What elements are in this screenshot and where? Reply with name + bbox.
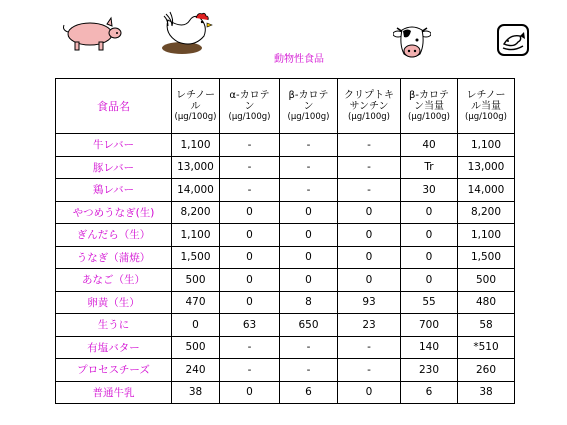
table-row (56, 156, 515, 179)
value-cell: - (338, 156, 401, 179)
table-row (56, 336, 515, 359)
value-cell: - (280, 336, 338, 359)
column-header-line: ン (244, 100, 255, 112)
value-cell: - (220, 359, 280, 382)
value-cell: 0 (220, 291, 280, 314)
value-cell: 700 (401, 314, 458, 337)
value-cell: - (220, 134, 280, 157)
value-cell: - (220, 336, 280, 359)
value-cell: 0 (280, 269, 338, 292)
column-header-line: サンチン (349, 100, 389, 112)
table-row (56, 224, 515, 247)
value-cell: 93 (338, 291, 401, 314)
value-cell: 6 (280, 381, 338, 404)
value-cell: 40 (401, 134, 458, 157)
food-name-cell: やつめうなぎ(生) (56, 201, 172, 224)
column-header-line: α-カロテ (229, 89, 270, 101)
value-cell: 0 (338, 201, 401, 224)
pig-icon (55, 16, 125, 52)
value-cell: - (220, 156, 280, 179)
column-header-unit: (μg/100g) (348, 111, 390, 122)
value-cell: 0 (401, 224, 458, 247)
value-cell: 30 (401, 179, 458, 202)
value-cell: 23 (338, 314, 401, 337)
value-cell: 58 (458, 314, 515, 337)
food-name-cell: 鶏レバー (56, 179, 172, 202)
value-cell: 1,100 (458, 224, 515, 247)
table-row (56, 314, 515, 337)
food-name-cell: うなぎ（蒲焼） (56, 246, 172, 269)
value-cell: 0 (338, 224, 401, 247)
value-cell: 14,000 (172, 179, 220, 202)
value-cell: Tr (401, 156, 458, 179)
value-cell: - (338, 134, 401, 157)
value-cell: 0 (401, 201, 458, 224)
value-cell: 63 (220, 314, 280, 337)
value-cell: - (338, 179, 401, 202)
value-cell: *510 (458, 336, 515, 359)
value-cell: 0 (338, 381, 401, 404)
value-cell: 0 (220, 246, 280, 269)
column-header-unit: (μg/100g) (174, 111, 217, 122)
value-cell: 8 (280, 291, 338, 314)
value-cell: 1,500 (458, 246, 515, 269)
column-header-line: クリプトキ (344, 89, 394, 101)
column-header-unit: (μg/100g) (465, 111, 507, 122)
cow-icon (393, 22, 431, 62)
table-row (56, 134, 515, 157)
table-header-row (56, 79, 515, 134)
column-header (458, 79, 515, 134)
value-cell: 1,500 (172, 246, 220, 269)
column-header (172, 79, 220, 134)
value-cell: 0 (280, 224, 338, 247)
value-cell: 13,000 (458, 156, 515, 179)
value-cell: 480 (458, 291, 515, 314)
value-cell: 38 (172, 381, 220, 404)
value-cell: 1,100 (172, 134, 220, 157)
value-cell: 55 (401, 291, 458, 314)
value-cell: 0 (401, 269, 458, 292)
value-cell: 0 (220, 269, 280, 292)
food-name-cell: ぎんだら（生） (56, 224, 172, 247)
column-header-line: β-カロテ (288, 89, 329, 101)
food-name-cell: 豚レバー (56, 156, 172, 179)
page-title: 動物性食品 (274, 54, 324, 65)
food-name-cell: 普通牛乳 (56, 381, 172, 404)
value-cell: - (280, 134, 338, 157)
table-row (56, 179, 515, 202)
food-name-cell: あなご（生） (56, 269, 172, 292)
value-cell: 140 (401, 336, 458, 359)
value-cell: 500 (172, 269, 220, 292)
column-header (401, 79, 458, 134)
value-cell: 230 (401, 359, 458, 382)
value-cell: - (338, 336, 401, 359)
value-cell: 0 (338, 269, 401, 292)
value-cell: 0 (280, 201, 338, 224)
value-cell: 0 (220, 224, 280, 247)
column-header (280, 79, 338, 134)
column-header-line: ン当量 (414, 100, 444, 112)
table-row (56, 269, 515, 292)
food-name-cell: プロセスチーズ (56, 359, 172, 382)
food-name-cell: 牛レバー (56, 134, 172, 157)
table-row (56, 381, 515, 404)
value-cell: - (280, 156, 338, 179)
value-cell: 38 (458, 381, 515, 404)
food-name-cell: 有塩バター (56, 336, 172, 359)
value-cell: 8,200 (172, 201, 220, 224)
value-cell: 1,100 (458, 134, 515, 157)
value-cell: 13,000 (172, 156, 220, 179)
table-row (56, 246, 515, 269)
column-header-food-name: 食品名 (56, 79, 172, 134)
value-cell: 650 (280, 314, 338, 337)
value-cell: - (220, 179, 280, 202)
table-row (56, 201, 515, 224)
column-header-line: ル (190, 100, 201, 112)
food-table (55, 78, 515, 404)
value-cell: 470 (172, 291, 220, 314)
column-header-line: ル当量 (471, 100, 501, 112)
value-cell: 0 (172, 314, 220, 337)
column-header-line: レチノー (466, 89, 506, 101)
value-cell: 260 (458, 359, 515, 382)
value-cell: - (280, 179, 338, 202)
value-cell: 240 (172, 359, 220, 382)
header (0, 0, 567, 70)
value-cell: 0 (220, 201, 280, 224)
value-cell: 0 (280, 246, 338, 269)
value-cell: 0 (220, 381, 280, 404)
value-cell: - (280, 359, 338, 382)
value-cell: - (338, 359, 401, 382)
value-cell: 500 (172, 336, 220, 359)
column-header-line: β-カロテ (409, 89, 449, 101)
column-header-unit: (μg/100g) (408, 111, 450, 122)
column-header-line: レチノー (176, 89, 215, 101)
value-cell: 6 (401, 381, 458, 404)
column-header (338, 79, 401, 134)
fish-icon (497, 24, 529, 56)
table-row (56, 359, 515, 382)
column-header (220, 79, 280, 134)
value-cell: 14,000 (458, 179, 515, 202)
food-name-cell: 卵黄（生） (56, 291, 172, 314)
column-header-unit: (μg/100g) (228, 111, 271, 122)
table-row (56, 291, 515, 314)
food-name-cell: 生うに (56, 314, 172, 337)
value-cell: 8,200 (458, 201, 515, 224)
value-cell: 1,100 (172, 224, 220, 247)
chicken-icon (160, 10, 216, 58)
value-cell: 500 (458, 269, 515, 292)
column-header-unit: (μg/100g) (287, 111, 330, 122)
value-cell: 0 (338, 246, 401, 269)
value-cell: 0 (401, 246, 458, 269)
column-header-line: ン (303, 100, 314, 112)
